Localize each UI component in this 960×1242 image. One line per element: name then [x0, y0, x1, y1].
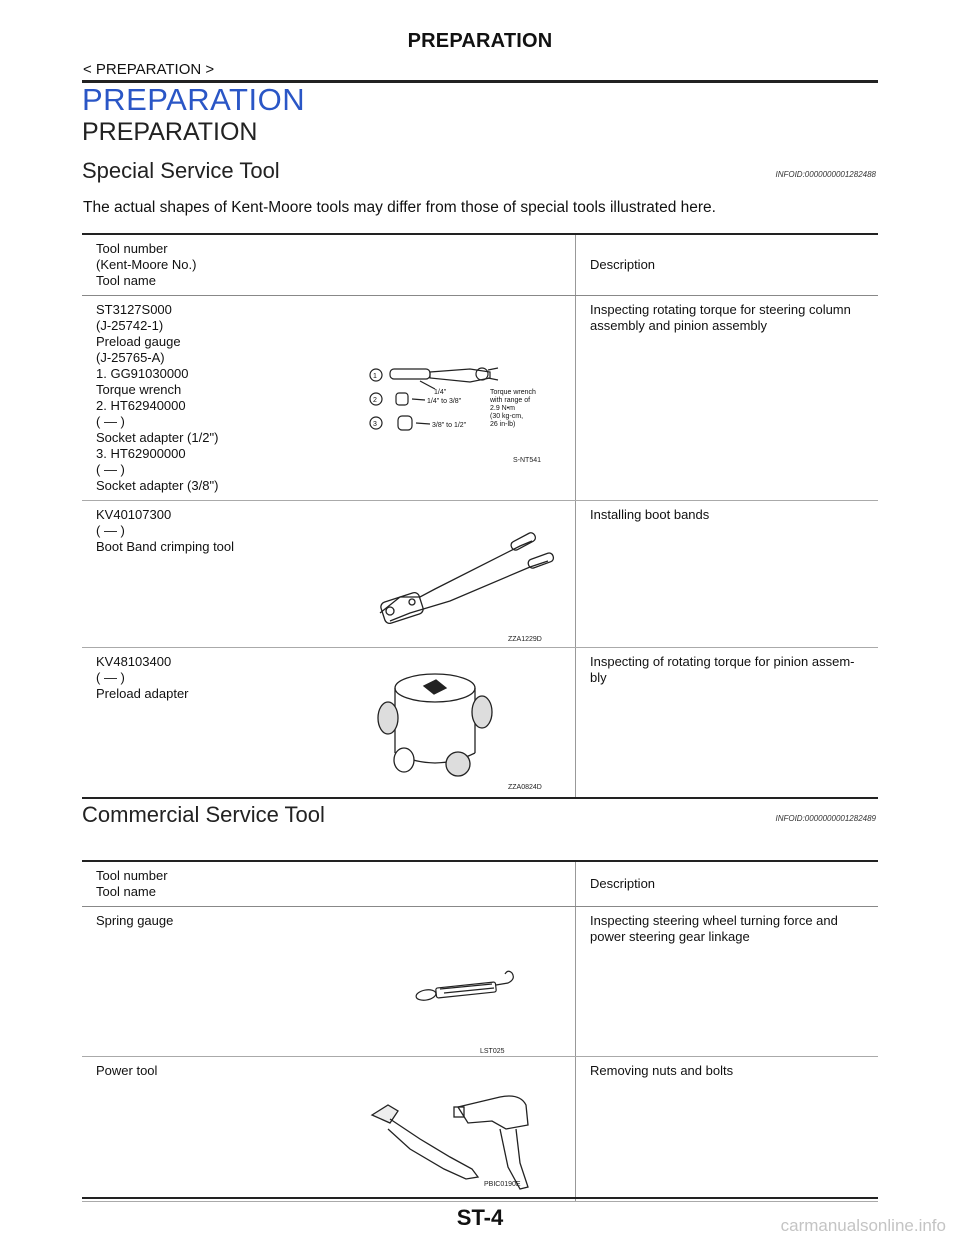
tool-line: KV48103400	[96, 654, 172, 669]
desc-line: Installing boot bands	[590, 507, 710, 522]
section-title: PREPARATION	[82, 118, 258, 146]
table-row	[82, 907, 878, 1057]
callout-2: 2	[373, 397, 377, 404]
tool-line: Preload adapter	[96, 686, 189, 701]
preload-adapter-illustration	[360, 648, 575, 797]
label-range: with range of	[490, 397, 531, 404]
desc-line: assembly and pinion assembly	[590, 318, 768, 333]
tool-line: Socket adapter (1/2")	[96, 430, 219, 445]
header-description: Description	[576, 234, 879, 296]
header-description: Description	[576, 861, 879, 907]
special-tool-table	[82, 233, 878, 799]
tool-line: 3. HT62900000	[96, 446, 186, 461]
tool-line: KV40107300	[96, 507, 172, 522]
table-row	[82, 296, 878, 501]
callout-1: 1	[373, 373, 377, 380]
callout-3: 3	[373, 421, 377, 428]
tool-line: ( — )	[96, 414, 125, 429]
commercial-tool-table	[82, 860, 878, 1202]
description-cell	[576, 648, 879, 799]
figure-code: S-NT541	[513, 457, 542, 464]
table-row	[82, 648, 878, 799]
figure-cell	[360, 501, 576, 648]
label-inlb: 26 in-lb)	[490, 421, 516, 428]
tool-line: Socket adapter (3/8")	[96, 478, 219, 493]
tool-line: 1. GG91030000	[96, 366, 189, 381]
table-header-row	[82, 234, 878, 296]
tool-line: 2. HT62940000	[96, 398, 186, 413]
description-cell	[576, 907, 879, 1057]
figure-cell	[360, 296, 576, 501]
desc-line: Inspecting of rotating torque for pinion assem-	[590, 654, 855, 669]
label-size-2: 1/4" to 3/8"	[427, 398, 462, 405]
tool-line: ( — )	[96, 670, 125, 685]
header-figure	[360, 234, 576, 296]
tool-line: Torque wrench	[96, 382, 182, 397]
header-line: (Kent-Moore No.)	[96, 257, 197, 272]
header-tool-number	[82, 861, 360, 907]
figure-code: ZZA1229D	[508, 636, 542, 643]
label-kgcm: (30 kg-cm,	[490, 413, 524, 420]
tool-line: ST3127S000	[96, 302, 172, 317]
description-cell	[576, 296, 879, 501]
commercial-tool-infoid: INFOID:0000000001282489	[775, 814, 876, 823]
desc-line: power steering gear linkage	[590, 929, 750, 944]
desc-line: Inspecting steering wheel turning force and	[590, 913, 838, 928]
special-tool-infoid: INFOID:0000000001282488	[775, 170, 876, 179]
tool-line: Power tool	[96, 1063, 158, 1078]
tool-line: Spring gauge	[96, 913, 174, 928]
figure-cell	[360, 1057, 576, 1202]
tool-number-cell	[82, 1057, 360, 1202]
figure-cell	[360, 907, 576, 1057]
figure-code: ZZA0824D	[508, 784, 542, 791]
torque-wrench-illustration	[360, 296, 575, 500]
header-line: Tool name	[96, 273, 156, 288]
spring-gauge-illustration	[360, 907, 575, 1056]
page-number: ST-4	[456, 1205, 504, 1230]
header-tool-number	[82, 234, 360, 296]
power-tool-illustration	[360, 1057, 575, 1197]
watermark: carmanualsonline.info	[780, 1216, 946, 1235]
page-title: PREPARATION	[82, 82, 306, 117]
torque-wrench-figure	[360, 296, 575, 500]
tool-number-cell	[82, 907, 360, 1057]
description-cell	[576, 1057, 879, 1202]
header-line: Tool name	[96, 884, 156, 899]
breadcrumb: < PREPARATION >	[83, 61, 215, 78]
page-header-title: PREPARATION	[407, 30, 553, 52]
preload-adapter-figure	[360, 648, 575, 797]
desc-line: Inspecting rotating torque for steering column	[590, 302, 851, 317]
tool-line: ( — )	[96, 523, 125, 538]
table-header-row	[82, 861, 878, 907]
header-figure	[360, 861, 576, 907]
figure-code: LST025	[480, 1048, 505, 1055]
tool-line: Preload gauge	[96, 334, 181, 349]
tool-number-cell	[82, 501, 360, 648]
crimping-tool-illustration	[360, 501, 575, 647]
desc-line: bly	[590, 670, 607, 685]
figure-cell	[360, 648, 576, 799]
figure-code: PBIC0190E	[484, 1181, 521, 1188]
table-row	[82, 501, 878, 648]
tool-line: (J-25765-A)	[96, 350, 165, 365]
tool-line: ( — )	[96, 462, 125, 477]
spring-gauge-figure	[360, 907, 575, 1056]
tool-line: Boot Band crimping tool	[96, 539, 235, 554]
footer-rule	[82, 1197, 878, 1199]
tool-number-cell	[82, 296, 360, 501]
tool-line: (J-25742-1)	[96, 318, 164, 333]
special-tool-heading: Special Service Tool	[82, 158, 280, 183]
power-tool-figure	[360, 1057, 575, 1197]
header-line: Tool number	[96, 241, 168, 256]
commercial-tool-heading: Commercial Service Tool	[82, 802, 325, 827]
label-size-3: 3/8" to 1/2"	[432, 422, 467, 429]
label-nm: 2.9 N•m	[490, 405, 516, 412]
table-row	[82, 1057, 878, 1202]
description-cell	[576, 501, 879, 648]
tool-number-cell	[82, 648, 360, 799]
header-line: Tool number	[96, 868, 168, 883]
label-torque: Torque wrench	[490, 389, 536, 396]
intro-text: The actual shapes of Kent-Moore tools may differ from those of special tools illustrated here.	[83, 199, 716, 216]
crimping-tool-figure	[360, 501, 575, 647]
label-size-1: 1/4"	[434, 389, 447, 396]
desc-line: Removing nuts and bolts	[590, 1063, 734, 1078]
